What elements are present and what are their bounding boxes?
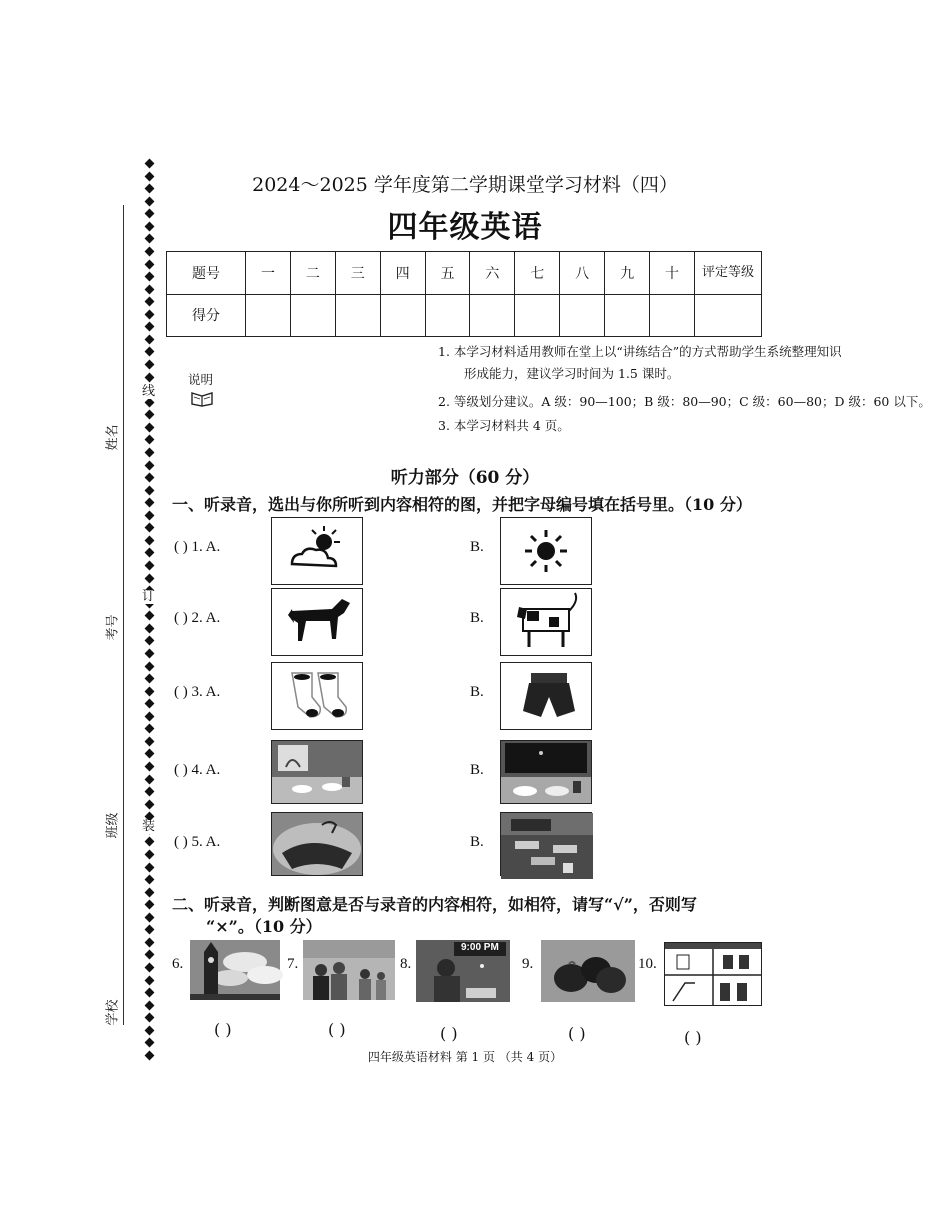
q9-number: 9. (522, 956, 534, 972)
listening-section-title: 听力部分（60 分） (390, 468, 540, 488)
binding-diamond (144, 1013, 154, 1023)
part2-heading-line1: 二、听录音，判断图意是否与录音的内容相符，如相符，请写“√”，否则写 (172, 895, 697, 914)
binding-diamond (144, 360, 154, 370)
col-10: 十 (650, 252, 695, 295)
binding-diamond (144, 648, 154, 658)
binding-diamond (144, 774, 154, 784)
note-line-1b: 形成能力，建议学习时间为 1.5 课时。 (464, 366, 680, 381)
binding-diamond (144, 347, 154, 357)
col-8: 八 (560, 252, 605, 295)
option-b-label: B. (470, 684, 484, 700)
score-cell[interactable] (515, 294, 560, 337)
school-label: 学校 (105, 999, 121, 1026)
house-drawing (664, 942, 762, 1006)
binding-diamond (144, 988, 154, 998)
question-5-label: ( ) 5. A. (174, 834, 221, 850)
binding-diamond (144, 184, 154, 194)
note-line-3: 3. 本学习材料共 4 页。 (438, 418, 570, 433)
binding-diamond (144, 849, 154, 859)
option-b-label: B. (470, 762, 484, 778)
binding-diamond (144, 573, 154, 583)
q7-answer-blank[interactable]: ( ) (328, 1020, 346, 1039)
score-cell[interactable] (380, 294, 425, 337)
binding-diamond (144, 762, 154, 772)
binding-diamond (144, 736, 154, 746)
binding-diamonds (143, 160, 155, 1060)
col-7: 七 (515, 252, 560, 295)
q6-answer-blank[interactable]: ( ) (214, 1020, 232, 1039)
binding-diamond (144, 297, 154, 307)
binding-diamond (144, 749, 154, 759)
grade-cell[interactable] (695, 294, 762, 337)
binding-diamond (144, 221, 154, 231)
binding-diamond (144, 611, 154, 621)
binding-diamond (144, 787, 154, 797)
part1-heading: 一、听录音，选出与你所听到内容相符的图，并把字母编号填在括号里。（10 分） (172, 495, 752, 514)
q10-answer-blank[interactable]: ( ) (684, 1028, 702, 1047)
binding-diamond (144, 799, 154, 809)
binding-diamond (144, 686, 154, 696)
question-1-label: ( ) 1. A. (174, 539, 221, 555)
binding-diamond (144, 862, 154, 872)
question-3-label: ( ) 3. A. (174, 684, 221, 700)
score-cell[interactable] (335, 294, 380, 337)
sleeping-photo[interactable] (271, 812, 363, 876)
binding-diamond (144, 535, 154, 545)
exam-number-label: 考号 (105, 614, 121, 641)
binding-diamond (144, 661, 154, 671)
dinner-photo[interactable] (500, 740, 592, 804)
binding-diamond (144, 510, 154, 520)
binding-diamond (144, 1025, 154, 1035)
col-9: 九 (605, 252, 650, 295)
book-icon (190, 390, 214, 406)
binding-diamond (144, 259, 154, 269)
cow-icon[interactable] (500, 588, 592, 656)
binding-diamond (144, 623, 154, 633)
binding-diamond (144, 309, 154, 319)
classroom-photo[interactable] (500, 812, 592, 876)
binding-diamond (144, 196, 154, 206)
binding-diamond (144, 334, 154, 344)
binding-diamond (144, 234, 154, 244)
question-2-label: ( ) 2. A. (174, 610, 221, 626)
question-number-header: 题号 (167, 252, 246, 295)
binding-diamond (144, 674, 154, 684)
score-table (166, 251, 762, 337)
note-line-1: 1. 本学习材料适用教师在堂上以“讲练结合”的方式帮助学生系统整理知识 (438, 344, 842, 359)
binding-line (123, 205, 124, 1025)
col-4: 四 (380, 252, 425, 295)
binding-diamond (144, 284, 154, 294)
binding-diamond (144, 900, 154, 910)
binding-diamond (144, 460, 154, 470)
grade-header: 评定等级 (695, 252, 762, 295)
q10-number: 10. (638, 956, 657, 972)
binding-diamond (144, 699, 154, 709)
binding-diamond (144, 1038, 154, 1048)
binding-diamond (144, 912, 154, 922)
family-photo (303, 940, 395, 1000)
option-b-label: B. (470, 610, 484, 626)
score-row-header: 得分 (167, 294, 246, 337)
binding-diamond (144, 887, 154, 897)
q9-answer-blank[interactable]: ( ) (568, 1024, 586, 1043)
binding-diamond (144, 422, 154, 432)
binding-diamond (144, 159, 154, 169)
col-2: 二 (290, 252, 335, 295)
col-1: 一 (246, 252, 291, 295)
page-title: 四年级英语 (387, 210, 543, 245)
binding-diamond (144, 410, 154, 420)
binding-diamond (144, 724, 154, 734)
note-line-2: 2. 等级划分建议。A 级：90—100；B 级：80—90；C 级：60—80；D 级：60 以下。 (438, 394, 931, 409)
part2-heading-line2: “×”。（10 分） (206, 917, 322, 936)
binding-diamond (144, 711, 154, 721)
q8-number: 8. (400, 956, 412, 972)
score-cell[interactable] (650, 294, 695, 337)
binding-diamond (144, 435, 154, 445)
horse-icon[interactable] (271, 588, 363, 656)
score-cell[interactable] (290, 294, 335, 337)
binding-diamond (144, 246, 154, 256)
binding-diamond (144, 875, 154, 885)
breakfast-photo[interactable] (271, 740, 363, 804)
binding-diamond (144, 963, 154, 973)
binding-diamond (144, 1000, 154, 1010)
notes-label: 说明 (188, 372, 214, 387)
score-cell[interactable] (425, 294, 470, 337)
score-cell[interactable] (246, 294, 291, 337)
option-b-label: B. (470, 834, 484, 850)
score-cell[interactable] (560, 294, 605, 337)
binding-diamond (144, 950, 154, 960)
page-subtitle: 2024～2025 学年度第二学期课堂学习材料（四） (252, 174, 678, 196)
binding-diamond (144, 561, 154, 571)
tomatoes-photo (541, 940, 635, 1002)
binding-diamond (144, 1050, 154, 1060)
binding-diamond (144, 636, 154, 646)
binding-mark-staple: 订 (142, 589, 156, 604)
name-label: 姓名 (105, 424, 121, 451)
binding-diamond (144, 523, 154, 533)
binding-diamond (144, 171, 154, 181)
binding-diamond (144, 548, 154, 558)
binding-mark-bind: 装 (142, 819, 156, 834)
binding-diamond (144, 837, 154, 847)
binding-diamond (144, 447, 154, 457)
binding-diamond (144, 272, 154, 282)
score-cell[interactable] (470, 294, 515, 337)
binding-mark-line: 线 (142, 384, 156, 399)
col-6: 六 (470, 252, 515, 295)
binding-diamond (144, 975, 154, 985)
q7-number: 7. (287, 956, 299, 972)
binding-diamond (144, 485, 154, 495)
class-label: 班级 (105, 812, 121, 839)
sun-cloud-icon[interactable] (271, 517, 363, 585)
binding-diamond (144, 473, 154, 483)
sun-icon[interactable] (500, 517, 592, 585)
socks-icon[interactable] (271, 662, 363, 730)
binding-diamond (144, 937, 154, 947)
question-4-label: ( ) 4. A. (174, 762, 221, 778)
col-5: 五 (425, 252, 470, 295)
evening-photo (416, 940, 510, 1002)
binding-diamond (144, 209, 154, 219)
col-3: 三 (335, 252, 380, 295)
shorts-icon[interactable] (500, 662, 592, 730)
score-cell[interactable] (605, 294, 650, 337)
binding-diamond (144, 322, 154, 332)
page-footer: 四年级英语材料 第 1 页 （共 4 页） (367, 1050, 563, 1064)
binding-diamond (144, 925, 154, 935)
q6-number: 6. (172, 956, 184, 972)
binding-diamond (144, 372, 154, 382)
clock-tower-photo (190, 940, 280, 1000)
option-b-label: B. (470, 539, 484, 555)
clock-time-label: 9:00 PM (461, 942, 499, 953)
q8-answer-blank[interactable]: ( ) (440, 1024, 458, 1043)
binding-diamond (144, 498, 154, 508)
